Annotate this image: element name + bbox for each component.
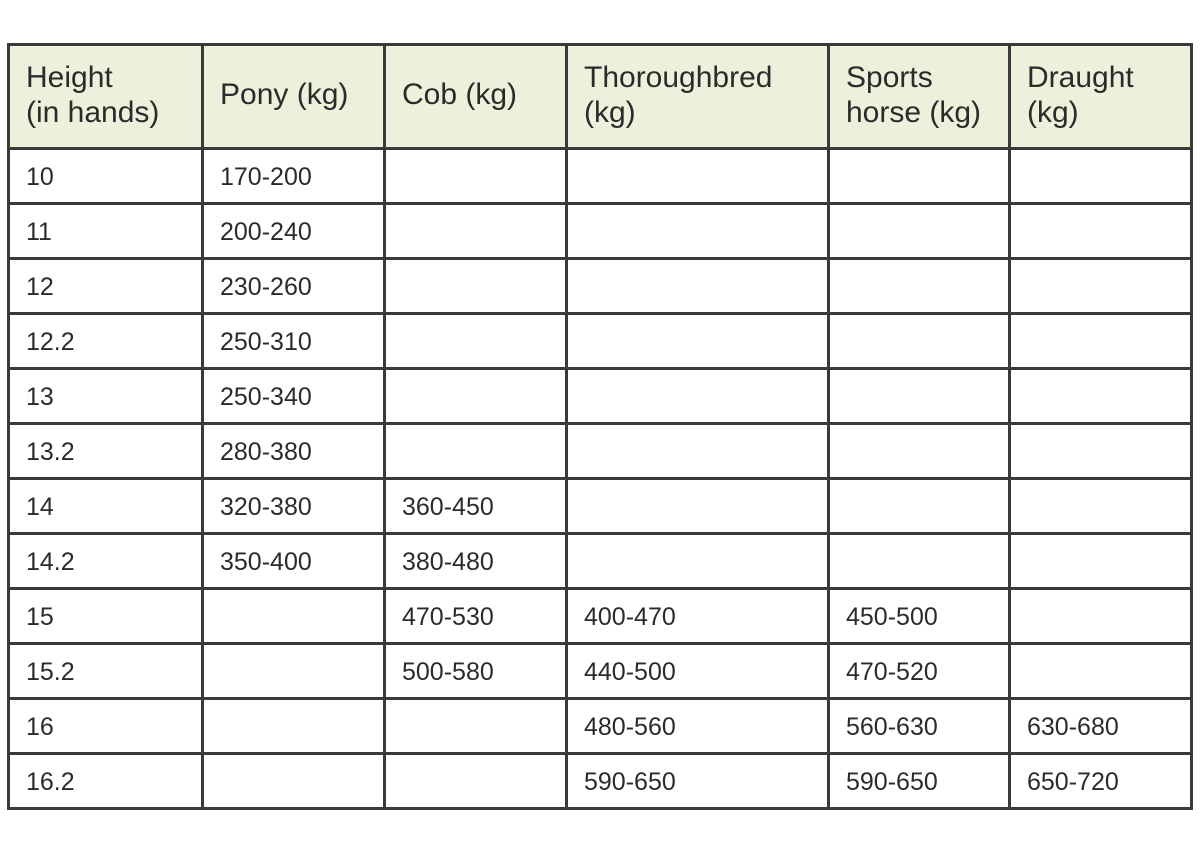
cell-draught — [1010, 149, 1192, 204]
cell-draught — [1010, 534, 1192, 589]
table-row — [9, 314, 1192, 369]
table-row — [9, 699, 1192, 754]
table-row — [9, 644, 1192, 699]
cell-pony: 170-200 — [203, 149, 385, 204]
cell-sports-horse — [829, 259, 1010, 314]
header-thoroughbred — [567, 45, 829, 149]
cell-sports-horse: 560-630 — [829, 699, 1010, 754]
cell-cob — [385, 424, 567, 479]
cell-height: 15.2 — [9, 644, 203, 699]
cell-height: 14 — [9, 479, 203, 534]
header-draught-line1: Draught — [1027, 60, 1134, 94]
cell-height: 16.2 — [9, 754, 203, 809]
header-row — [9, 45, 1192, 149]
cell-cob: 380-480 — [385, 534, 567, 589]
cell-sports-horse — [829, 314, 1010, 369]
cell-thoroughbred — [567, 314, 829, 369]
header-draught — [1010, 45, 1192, 149]
cell-draught — [1010, 259, 1192, 314]
cell-thoroughbred — [567, 259, 829, 314]
horse-weight-table — [7, 43, 1193, 810]
cell-height: 10 — [9, 149, 203, 204]
cell-draught — [1010, 479, 1192, 534]
cell-cob — [385, 204, 567, 259]
header-height-line2: (in hands) — [26, 95, 160, 129]
table-header — [9, 45, 1192, 149]
cell-pony — [203, 589, 385, 644]
header-sports-line2: horse (kg) — [846, 95, 982, 129]
header-thoroughbred-line2: (kg) — [584, 95, 636, 129]
cell-sports-horse: 470-520 — [829, 644, 1010, 699]
cell-draught — [1010, 314, 1192, 369]
cell-draught — [1010, 424, 1192, 479]
cell-pony: 320-380 — [203, 479, 385, 534]
cell-pony — [203, 754, 385, 809]
header-thoroughbred-line1: Thoroughbred — [584, 60, 773, 94]
header-cob: Cob (kg) — [385, 45, 567, 149]
cell-pony: 230-260 — [203, 259, 385, 314]
table-row — [9, 424, 1192, 479]
cell-draught — [1010, 589, 1192, 644]
cell-sports-horse — [829, 424, 1010, 479]
cell-height: 15 — [9, 589, 203, 644]
cell-thoroughbred — [567, 204, 829, 259]
cell-pony: 200-240 — [203, 204, 385, 259]
cell-thoroughbred: 590-650 — [567, 754, 829, 809]
cell-cob — [385, 699, 567, 754]
cell-thoroughbred — [567, 479, 829, 534]
cell-sports-horse — [829, 149, 1010, 204]
cell-sports-horse — [829, 479, 1010, 534]
cell-height: 13.2 — [9, 424, 203, 479]
cell-height: 16 — [9, 699, 203, 754]
cell-pony: 280-380 — [203, 424, 385, 479]
cell-sports-horse — [829, 369, 1010, 424]
table-row — [9, 259, 1192, 314]
table-row — [9, 479, 1192, 534]
cell-sports-horse: 590-650 — [829, 754, 1010, 809]
cell-draught: 650-720 — [1010, 754, 1192, 809]
cell-cob: 360-450 — [385, 479, 567, 534]
cell-height: 13 — [9, 369, 203, 424]
cell-thoroughbred — [567, 534, 829, 589]
cell-height: 12 — [9, 259, 203, 314]
cell-thoroughbred: 400-470 — [567, 589, 829, 644]
cell-draught — [1010, 369, 1192, 424]
cell-pony — [203, 699, 385, 754]
cell-thoroughbred — [567, 424, 829, 479]
cell-pony: 250-340 — [203, 369, 385, 424]
cell-sports-horse — [829, 534, 1010, 589]
cell-sports-horse: 450-500 — [829, 589, 1010, 644]
cell-cob — [385, 314, 567, 369]
header-draught-line2: (kg) — [1027, 95, 1079, 129]
table-row — [9, 589, 1192, 644]
table-body — [9, 149, 1192, 809]
table-row — [9, 754, 1192, 809]
cell-draught — [1010, 644, 1192, 699]
cell-thoroughbred: 440-500 — [567, 644, 829, 699]
header-pony: Pony (kg) — [203, 45, 385, 149]
table-row — [9, 149, 1192, 204]
table-row — [9, 204, 1192, 259]
cell-cob: 500-580 — [385, 644, 567, 699]
header-height — [9, 45, 203, 149]
cell-cob — [385, 369, 567, 424]
header-sports-horse — [829, 45, 1010, 149]
cell-height: 14.2 — [9, 534, 203, 589]
cell-draught — [1010, 204, 1192, 259]
cell-pony: 350-400 — [203, 534, 385, 589]
header-height-line1: Height — [26, 60, 113, 94]
cell-cob — [385, 259, 567, 314]
cell-draught: 630-680 — [1010, 699, 1192, 754]
cell-height: 12.2 — [9, 314, 203, 369]
header-sports-line1: Sports — [846, 60, 933, 94]
cell-height: 11 — [9, 204, 203, 259]
cell-thoroughbred: 480-560 — [567, 699, 829, 754]
cell-pony — [203, 644, 385, 699]
table-row — [9, 369, 1192, 424]
cell-thoroughbred — [567, 369, 829, 424]
cell-cob — [385, 149, 567, 204]
cell-cob — [385, 754, 567, 809]
cell-cob: 470-530 — [385, 589, 567, 644]
table-row — [9, 534, 1192, 589]
cell-thoroughbred — [567, 149, 829, 204]
cell-sports-horse — [829, 204, 1010, 259]
cell-pony: 250-310 — [203, 314, 385, 369]
